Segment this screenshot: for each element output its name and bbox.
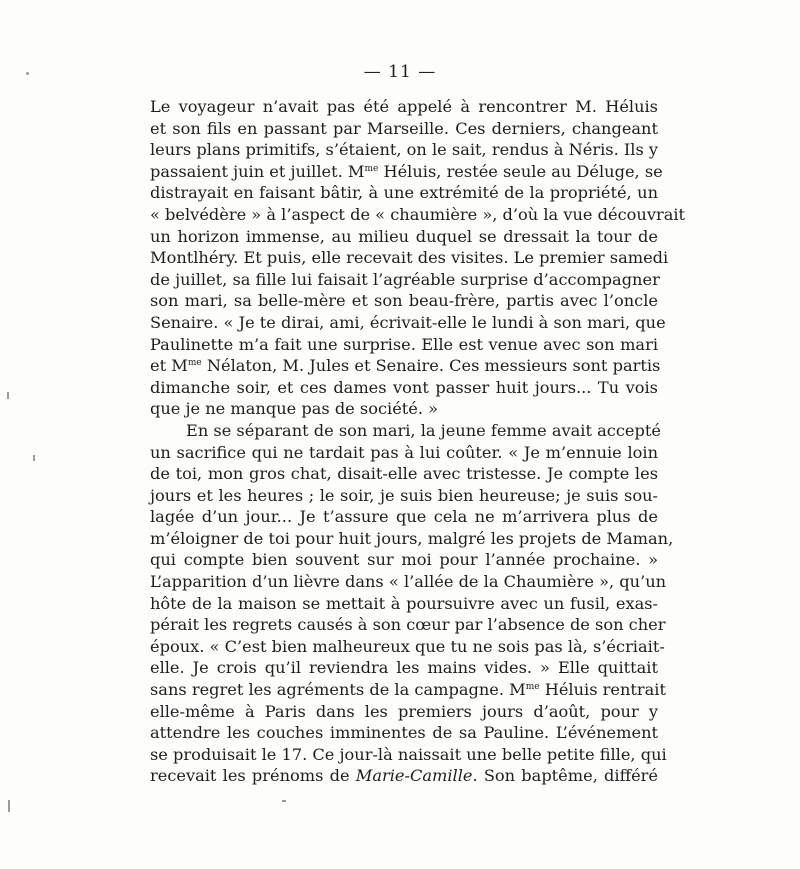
text-line: son mari, sa belle-mère et son beau-frère, partis avec l’oncle [150,291,658,311]
text-line: m’éloigner de toi pour huit jours, malgré les projets de Maman, [150,528,674,548]
text-line: passaient juin et juillet. $M^{me}$ Héluis, restée seule au Déluge, se [150,161,663,181]
page-number: — 11 — [363,62,437,82]
scan-speck [282,800,286,802]
scan-speck [7,392,9,399]
text-line: hôte de la maison se mettait à poursuivre avec un fusil, exas- [150,593,658,613]
scan-speck [26,72,29,75]
text-line: un sacrifice qui ne tardait pas à lui coûter. « Je m’ennuie loin [150,442,658,462]
text-line: un horizon immense, au milieu duquel se dressait la tour de [150,226,658,246]
text-line: En se séparant de son mari, la jeune femme avait accepté [186,420,661,440]
text-line: elle. Je crois qu’il reviendra les mains vides. » Elle quittait [150,658,658,678]
text-line: Le voyageur n’avait pas été appelé à rencontrer M. Héluis [150,97,658,116]
text-line: et son fils en passant par Marseille. Ces derniers, changeant [150,118,658,138]
text-line: se produisait le 17. Ce jour-là naissait une belle petite fille, qui [150,744,667,764]
text-line: jours et les heures ; le soir, je suis bien heureuse; je suis sou- [150,485,658,505]
scan-speck [8,800,10,812]
text-line: attendre les couches imminentes de sa Pauline. L’événement [150,723,658,743]
text-line: elle-même à Paris dans les premiers jours d’août, pour y [150,701,658,721]
text-line: de juillet, sa fille lui faisait l’agréable surprise d’accompagner [150,269,660,289]
text-line: L’apparition d’un lièvre dans « l’allée de la Chaumière », qu’un [150,572,667,592]
text-line: Montlhéry. Et puis, elle recevait des visites. Le premier samedi [150,248,669,268]
text-line: pérait les regrets causés à son cœur par l’absence de son cher [150,615,666,635]
text-line: époux. « C’est bien malheureux que tu ne sois pas là, s’écriait- [150,636,665,656]
scan-speck [33,455,35,461]
text-line: Senaire. « Je te dirai, ami, écrivait-elle le lundi à son mari, que [150,312,666,332]
text-line: et $M^{me}$ Nélaton, M. Jules et Senaire. Ces messieurs sont partis [150,356,661,376]
text-line: de toi, mon gros chat, disait-elle avec tristesse. Je compte les [150,464,658,484]
body-text [150,96,686,787]
text-line: leurs plans primitifs, s’étaient, on le sait, rendus à Néris. Ils y [150,140,659,160]
text-line: « belvédère » à l’aspect de « chaumière », d’où la vue découvrait [150,204,686,224]
text-line: recevait les prénoms de Marie-Camille. Son baptême, différé [150,766,658,786]
text-line: lagée d’un jour... Je t’assure que cela ne m’arrivera plus de [150,507,658,527]
text-line: distrayait en faisant bâtir, à une extrémité de la propriété, un [150,183,658,203]
text-line: dimanche soir, et ces dames vont passer huit jours... Tu vois [150,377,658,397]
text-line: qui compte bien souvent sur moi pour l’année prochaine. » [150,550,658,570]
text-line: sans regret les agréments de la campagne. $M^{me}$ Héluis rentrait [150,680,666,700]
text-line: que je ne manque pas de société. » [150,399,439,419]
text-line: Paulinette m’a fait une surprise. Elle est venue avec son mari [150,334,658,354]
